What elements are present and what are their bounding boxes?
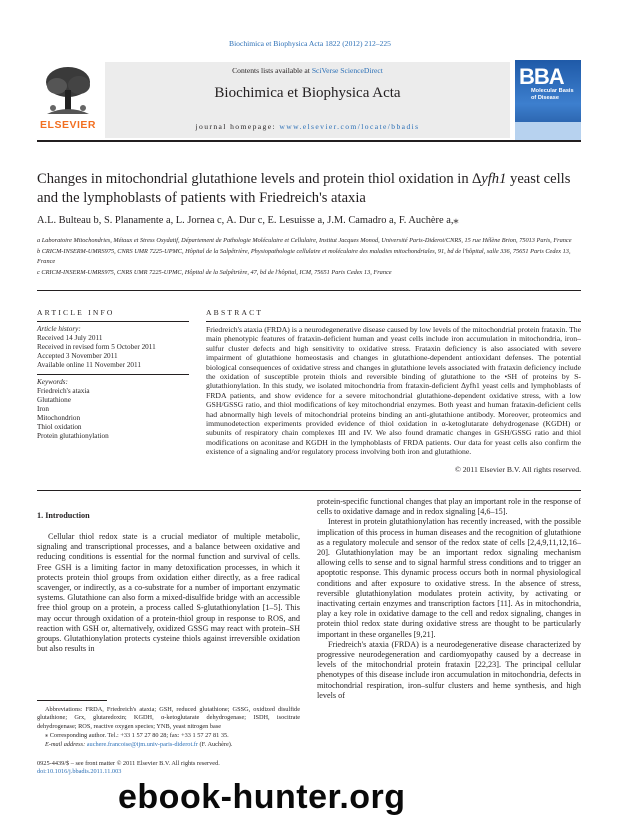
front-matter [37,760,300,777]
elsevier-tree-icon [43,64,93,116]
email-footnote [37,741,300,749]
watermark-text: ebook-hunter.org [118,778,406,816]
body-paragraph: Friedreich's ataxia (FRDA) is a neurodegenerative disease characterized by progressive neurodegeneration and cardiomyopathy caused by a decrease in levels of the mitochondrial protein frataxin [22,23]. The principal cellular phenotypes of this disease include iron accumulation in mitochondria, defects in mitochondrial respiration, iron–sulfur clusters and heme synthesis, and high levels of [317,639,581,700]
title-gene: yfh1 [481,171,507,187]
keyword-item: Mitochondrion [37,414,81,422]
body-paragraph: Interest in protein glutathionylation has recently increased, with the possible implication of this process in human diseases and the recognition of glutathione as a regulatory molecule and sensor of the redox state of cells [2,4,9,11,12,16–20]. Glutathionylation may be an important redox signaling mechanism allowing cells to sense and to signal harmful stress conditions and to trigger an apoptotic response. This dynamic process occurs both in normal physiological conditions and after exposure to oxidative stress. In the absence of stress, reversible glutathionylation modulates protein activity, by activating or inactivating certain enzymes and transcription factors [11]. As in mitochondria, play a key role in oxidative damage to the cell and redox signaling, changes in protein thiol redox state during oxidative stress are thought to be particularly important in these organelles [9,21]. [317,517,581,639]
homepage-prefix: journal homepage: [195,122,280,131]
keyword-item: Thiol oxidation [37,423,82,431]
issn-line: 0925-4439/$ – see front matter © 2011 Elsevier B.V. All rights reserved. [37,760,220,767]
footnotes [37,706,300,750]
article-info-heading: ARTICLE INFO [37,308,115,317]
corresponding-author-footnote: ⁎ Corresponding author. Tel.: +33 1 57 27 80 28; fax: +33 1 57 27 81 35. [45,731,229,739]
contents-line [105,66,510,75]
abbreviations-footnote: Abbreviations: FRDA, Friedreich's ataxia; GSH, reduced glutathione; GSSG, oxidized disulfide glutathione; Grx, glutaredoxin; KGDH, α-ketoglutarate dehydrogenase; ISDH, isocitrate dehydrogenase; ROS, reactive oxygen species; YNB, yeast nitrogen base [37,706,300,730]
affiliation-c: c CRICM-INSERM-UMRS975, CNRS UMR 7225-UPMC, Hôpital de la Salpêtrière, 47, bd de l'hôpital, ICM, 75651 Paris Cedex 13, France [37,268,392,276]
history-accepted: Accepted 3 November 2011 [37,352,118,360]
journal-title: Biochimica et Biophysica Acta [214,85,401,101]
header-divider [37,140,581,142]
abstract-divider [206,321,581,322]
keyword-item: Glutathione [37,396,71,404]
keywords [37,378,189,441]
journal-header-box [105,62,510,138]
masthead [37,62,581,138]
journal-homepage-line [105,122,510,131]
affiliations-divider [37,290,581,291]
email-suffix: (F. Auchère). [197,741,233,749]
abstract-text: Friedreich's ataxia (FRDA) is a neurodegenerative disease caused by low levels of the mitochondrial protein frataxin. The main phenotypic features of frataxin-deficient human and yeast cells include iron accumulation in mitochondria, iron–sulfur cluster defects and high sensitivity to oxidative stress. Frataxin deficiency is also associated with severe impairment of glutathione homeostasis and changes in glutathione-dependent antioxidant defenses. The potential biological consequences of oxidative stress and changes in glutathione levels associated with frataxin deficiency include the oxidation of susceptible protein thiols and reversible binding of glutathione to the •SH of proteins by S-glutathionylation. In this study, we isolated mitochondria from frataxin-deficient ∆yfh1 yeast cells and lymphoblasts of FRDA patients, and show evidence for a severe mitochondrial glutathione-dependent oxidative stress, with a low GSH/GSSG ratio, and thiol modifications of key mitochondrial enzymes. Both yeast and human frataxin-deficient cells had abnormally high levels of mitochondrial proteins binding an anti-glutathione antibody. Moreover, proteomics and immunodetection experiments provided evidence of thiol oxidation in α-ketoglutarate dehydrogenase (KGDH) or subunits of respiratory chain complexes III and IV. We also found dramatic changes in GSH/GSSG ratio and thiol modifications on aconitase and KGDH in the lymphoblasts of FRDA patients. Our data for yeast cells also confirm the existence of a signaling and/or regulatory process involving both iron and glutathione. [206,325,581,457]
affiliations [37,236,581,279]
history-revised: Received in revised form 5 October 2011 [37,343,156,351]
email-prefix: E-mail address: [45,741,87,749]
body-paragraph: Cellular thiol redox state is a crucial mediator of multiple metabolic, signaling and transcriptional processes, and a balance between oxidative and reducing conditions is essential for the normal function and survival of cells. Free GSH is a limiting factor in many detoxification processes, in which it protects protein thiol groups from oxidation either directly, as a free radical scavenger, or indirectly, as a co-substrate for a number of important enzymatic systems. Glutathione can also form a mixed-disulfide bridge with an accessible free thiol group on a protein, a process called S-glutathionylation [1–5]. This may occur through oxidation of a protein-thiol group in response to ROS, and reaction with GSH or, alternatively, oxidized GSSG may react with protein–SH groups. Glutathionylation protects cysteine thiols against irreversible oxidation but also results in [37,532,300,654]
introduction-heading: 1. Introduction [37,511,90,520]
article-info-divider [37,321,189,322]
abstract-copyright: © 2011 Elsevier B.V. All rights reserved. [454,465,581,474]
article-history [37,325,189,370]
sciencedirect-link[interactable]: SciVerse ScienceDirect [311,66,383,75]
keywords-heading: Keywords: [37,378,68,386]
journal-citation[interactable]: Biochimica et Biophysica Acta 1822 (2012) 212–225 [229,39,391,48]
abstract-end-divider [37,490,581,491]
contents-prefix: Contents lists available at [232,66,312,75]
elsevier-wordmark: ELSEVIER [40,119,96,131]
doi-link[interactable]: doi:10.1016/j.bbadis.2011.11.003 [37,768,122,776]
email-link[interactable]: auchere.francoise@ijm.univ-paris-diderot.fr [86,741,198,749]
footnote-divider [37,700,107,701]
body-paragraph: protein-specific functional changes that play an important role in the response of cells to oxidative damage and in redox signaling [4,6–15]. [317,497,581,517]
abstract-heading: ABSTRACT [206,308,264,317]
history-received: Received 14 July 2011 [37,334,103,342]
keyword-item: Friedreich's ataxia [37,387,90,395]
title-part-2: yeast cells and the lymphoblasts of patients with Friedreich's ataxia [37,171,571,206]
journal-cover-thumbnail[interactable] [515,60,581,140]
keywords-divider [37,374,189,375]
affiliation-b: b CRICM-INSERM-UMRS975, CNRS UMR 7225-UPMC, Hôpital de la Salpêtrière, Physiopathologie cellulaire et moléculaire des maladies mitochondriales, 91, bd de l'hôpital, salle 336, 75651 Paris Cedex 13, France [37,248,571,265]
article-title [37,170,581,208]
affiliation-a: a Laboratoire Mitochondries, Métaux et Stress Oxydatif, Département de Pathologie Moléculaire et Cellulaire, Institut Jacques Monod, Université Paris-Diderot/CNRS, 15 rue Hélène Brion, 75013 Paris, France [37,237,572,244]
keyword-item: Iron [37,405,49,413]
body-column-right [317,497,581,701]
history-heading: Article history: [37,325,81,333]
elsevier-logo[interactable] [37,62,99,136]
journal-homepage-link[interactable]: www.elsevier.com/locate/bbadis [279,122,420,131]
cover-strip [515,122,581,140]
cover-title: BBA [519,64,564,89]
body-column-left [37,532,300,654]
author-list: A.L. Bulteau b, S. Planamente a, L. Jornea c, A. Dur c, E. Lesuisse a, J.M. Camadro a, F. Auchère a,⁎ [37,215,459,226]
cover-subtitle: Molecular Basis of Disease [531,88,574,101]
history-online: Available online 11 November 2011 [37,361,141,369]
title-part-1: Changes in mitochondrial glutathione levels and protein thiol oxidation in ∆ [37,171,482,187]
keyword-item: Protein glutathionylation [37,432,109,440]
